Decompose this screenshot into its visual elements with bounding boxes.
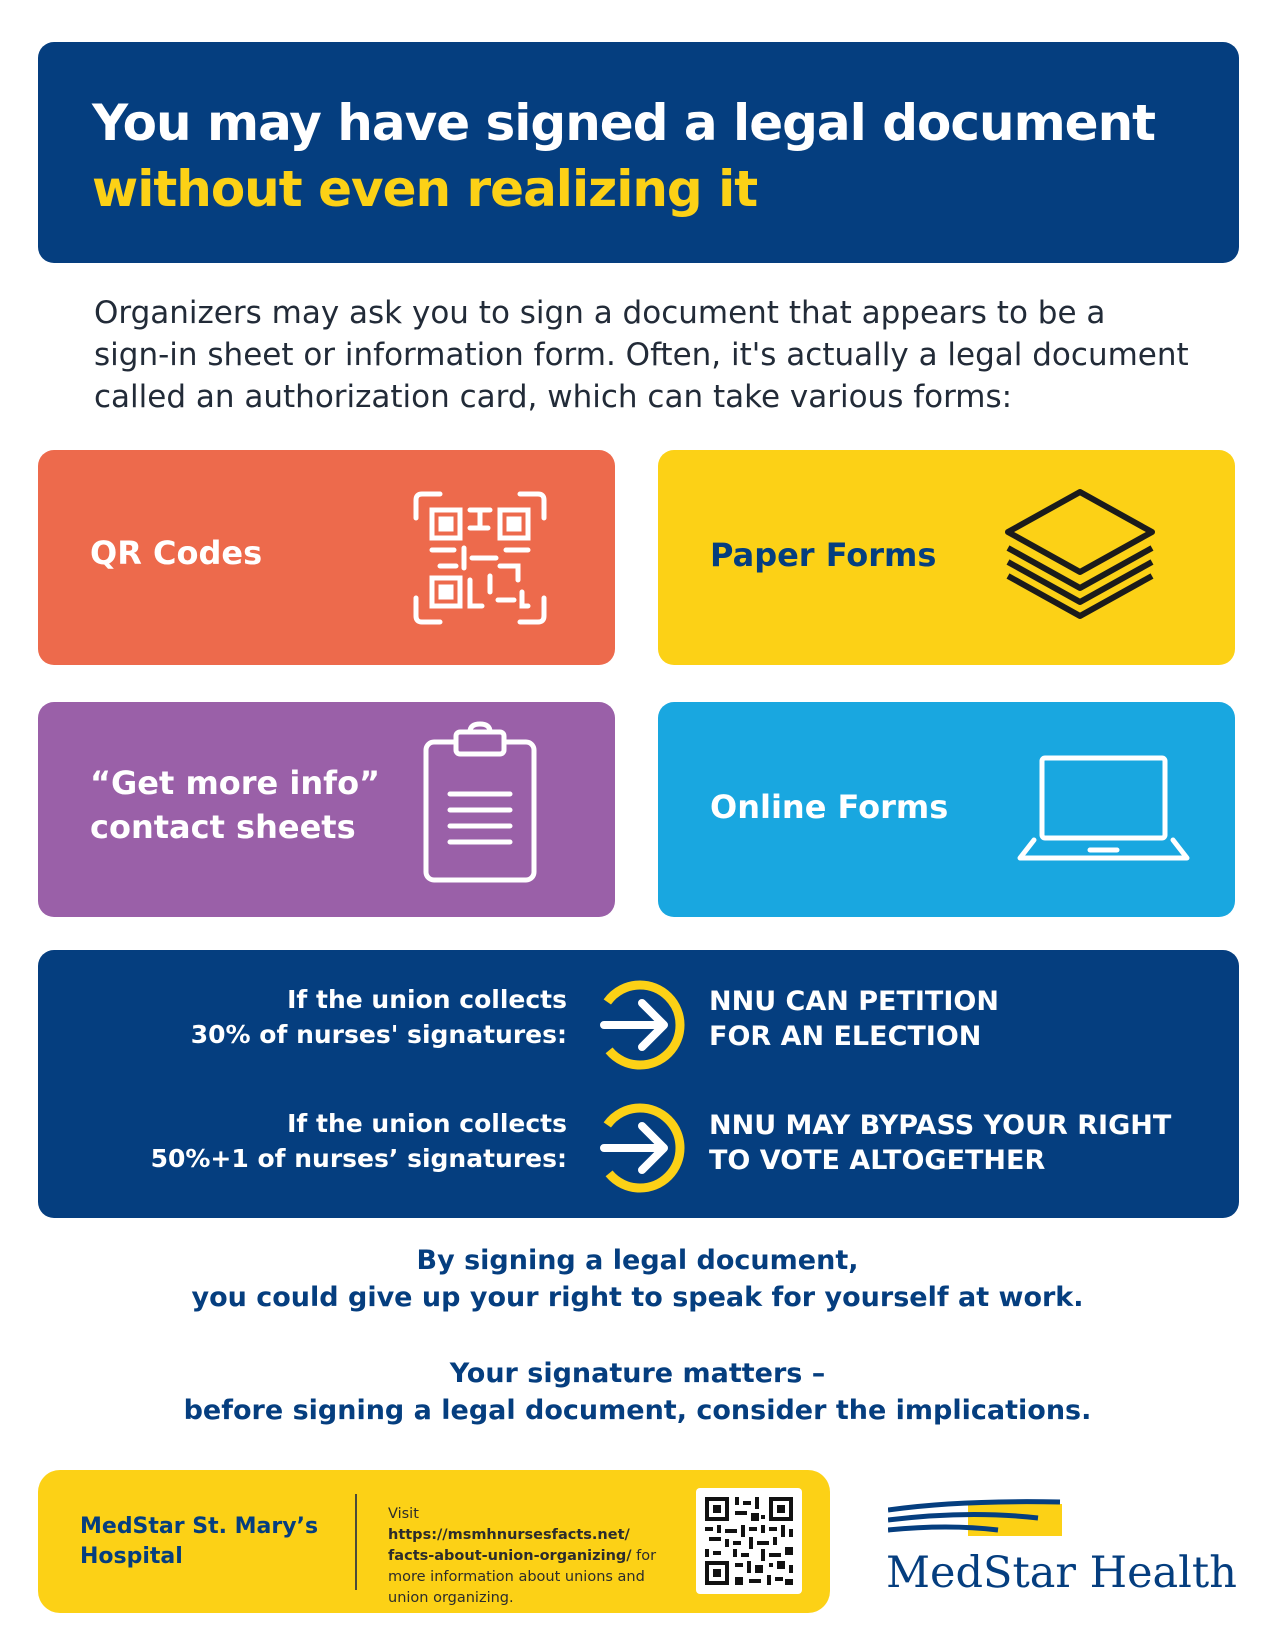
paper-stack-icon xyxy=(1000,486,1160,626)
intro-line: Organizers may ask you to sign a document that appears to be a xyxy=(94,295,1106,331)
visit-suffix: for xyxy=(636,1548,657,1564)
arrow-circle-icon xyxy=(590,975,690,1075)
card-contact-sheets xyxy=(38,702,615,917)
condition-line: If the union collects xyxy=(287,985,567,1014)
condition-line: 30% of nurses' signatures: xyxy=(190,1020,567,1049)
message-line: you could give up your right to speak for yourself at work. xyxy=(191,1282,1084,1313)
info-link-continued[interactable]: facts-about-union-organizing/ xyxy=(388,1548,632,1564)
card-label: Online Forms xyxy=(710,788,949,826)
visit-text xyxy=(388,1504,660,1609)
result-line: NNU CAN PETITION xyxy=(709,986,999,1017)
logo-wordmark: MedStar Health xyxy=(886,1548,1237,1598)
intro-line: sign-in sheet or information form. Often, it's actually a legal document xyxy=(94,337,1189,373)
card-qr-codes xyxy=(38,450,615,665)
card-label: QR Codes xyxy=(90,534,263,572)
footer-divider xyxy=(355,1494,357,1590)
card-online-forms xyxy=(658,702,1235,917)
result-line: TO VOTE ALTOGETHER xyxy=(709,1145,1046,1176)
message-line: Your signature matters – xyxy=(449,1358,826,1389)
condition-line: If the union collects xyxy=(287,1109,567,1138)
signature-message xyxy=(0,1355,1275,1429)
qr-code-icon xyxy=(705,1497,793,1585)
header-banner xyxy=(38,42,1239,263)
headline-line-1: You may have signed a legal document xyxy=(92,94,1156,152)
intro-paragraph xyxy=(94,292,1214,418)
medstar-health-logo xyxy=(880,1498,1237,1598)
result-line: FOR AN ELECTION xyxy=(709,1021,982,1052)
result-line: NNU MAY BYPASS YOUR RIGHT xyxy=(709,1110,1172,1141)
threshold-50-result xyxy=(709,1108,1171,1178)
info-link[interactable]: https://msmhnursesfacts.net/ xyxy=(388,1527,630,1543)
headline-line-2: without even realizing it xyxy=(92,160,758,218)
footer-box xyxy=(38,1470,830,1613)
clipboard-icon xyxy=(420,720,540,885)
hospital-name xyxy=(80,1512,340,1572)
visit-prefix: Visit xyxy=(388,1506,419,1522)
hospital-name-line: Hospital xyxy=(80,1544,183,1569)
footer-qr-code[interactable] xyxy=(696,1488,802,1594)
threshold-30-condition xyxy=(191,982,567,1052)
laptop-icon xyxy=(1016,752,1191,867)
condition-line: 50%+1 of nurses’ signatures: xyxy=(150,1144,567,1173)
threshold-panel xyxy=(38,950,1239,1218)
threshold-50-condition xyxy=(151,1106,567,1176)
card-paper-forms xyxy=(658,450,1235,665)
card-label: Paper Forms xyxy=(710,536,937,574)
threshold-30-result xyxy=(709,984,999,1054)
hospital-name-line: MedStar St. Mary’s xyxy=(80,1514,319,1539)
card-label-line-2: contact sheets xyxy=(90,808,356,846)
message-line: before signing a legal document, consider the implications. xyxy=(183,1395,1092,1426)
message-line: By signing a legal document, xyxy=(416,1245,859,1276)
qr-code-icon xyxy=(410,488,550,628)
warning-message xyxy=(0,1242,1275,1316)
visit-suffix: more information about unions and xyxy=(388,1569,645,1585)
visit-suffix: union organizing. xyxy=(388,1590,514,1606)
intro-line: called an authorization card, which can take various forms: xyxy=(94,379,1013,415)
card-label-line-1: “Get more info” xyxy=(90,764,381,802)
arrow-circle-icon xyxy=(590,1098,690,1198)
logo-mark-icon xyxy=(888,1498,1068,1542)
